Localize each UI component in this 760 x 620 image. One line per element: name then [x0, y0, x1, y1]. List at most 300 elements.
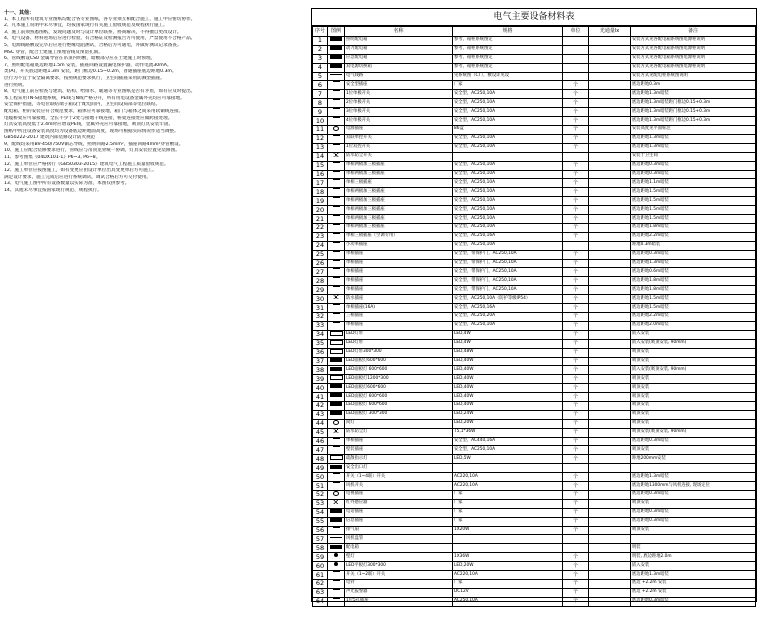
- table-row: [313, 419, 756, 428]
- row-name: 防水防尘灯: [345, 428, 453, 437]
- row-symbol: [328, 499, 345, 508]
- row-number: 22: [313, 223, 328, 232]
- row-unit: 个: [563, 419, 589, 428]
- row-spec: 安全型，AC250,10A: [453, 206, 563, 215]
- row-note: 吸顶安装: [631, 348, 756, 357]
- row-symbol: [328, 517, 345, 526]
- row-lux: [589, 277, 631, 286]
- row-name: 单相两极加三极插座: [345, 161, 453, 170]
- row-unit: 个: [563, 508, 589, 517]
- row-unit: 个: [563, 526, 589, 535]
- legend-symbol-icon: [333, 438, 340, 443]
- row-unit: [563, 37, 589, 46]
- row-symbol: [328, 286, 345, 295]
- notes-title: 十一、其他：: [4, 10, 35, 16]
- row-spec: 安全型，AC250,10A: [453, 197, 563, 206]
- table-row: [313, 312, 756, 321]
- row-name: 1位5孔插座: [345, 597, 453, 606]
- row-spec: 安全型，AC250,10A: [453, 215, 563, 224]
- row-note: 安装方式见各配电箱系统图电源柜说明: [631, 63, 756, 72]
- row-number: 5: [313, 72, 328, 81]
- row-lux: [589, 455, 631, 464]
- row-unit: 个: [563, 117, 589, 126]
- row-note: 底边距地0.3m暗装: [631, 517, 756, 526]
- row-number: 26: [313, 259, 328, 268]
- row-unit: 个: [563, 446, 589, 455]
- row-note: 嵌入安装(吸顶安装, 90mm): [631, 366, 756, 375]
- table-row: [313, 170, 756, 179]
- row-symbol: [328, 446, 345, 455]
- legend-symbol-icon: [333, 215, 340, 220]
- row-note: 底边距地1300mm与风机连接, 现场定位: [631, 482, 756, 491]
- table-row: [313, 259, 756, 268]
- row-spec: LED,40W: [453, 366, 563, 375]
- row-name: 开关（1~2联）开关: [345, 571, 453, 580]
- row-note: 底边距地1.3m暗装: [631, 259, 756, 268]
- table-row: [313, 99, 756, 108]
- row-spec: LED,20W: [453, 562, 563, 571]
- legend-symbol-icon: [330, 393, 342, 397]
- row-number: 15: [313, 161, 328, 170]
- row-number: 30: [313, 295, 328, 304]
- row-symbol: [328, 108, 345, 117]
- row-spec: 安全型，AC250,10A: [453, 179, 563, 188]
- row-lux: [589, 384, 631, 393]
- row-spec: AC220,10A: [453, 482, 563, 491]
- note-line: 1、本工程所有建筑专业图纸均配合各专业图纸，各专业须互相配合施工，施工中应密切协作。: [4, 16, 196, 22]
- table-row: [313, 179, 756, 188]
- row-spec: 安全型，带保护门，AC250,10A: [453, 250, 563, 259]
- row-lux: [589, 179, 631, 188]
- row-lux: [589, 206, 631, 215]
- row-note: 底边距地1.5m暗装: [631, 197, 756, 206]
- legend-symbol-icon: [333, 242, 340, 247]
- table-row: [313, 37, 756, 46]
- table-row: [313, 215, 756, 224]
- row-spec: LED,40W: [453, 357, 563, 366]
- row-symbol: [328, 544, 345, 553]
- row-symbol: [328, 117, 345, 126]
- row-note: 吸顶安装: [631, 526, 756, 535]
- row-name: 声光报警器: [345, 588, 453, 597]
- row-unit: 个: [563, 250, 589, 259]
- row-unit: 个: [563, 134, 589, 143]
- row-unit: 个: [563, 206, 589, 215]
- table-row: [313, 81, 756, 90]
- row-spec: 安全型，AC250,10A: [453, 108, 563, 117]
- note-line: 14、其他未尽事宜按国家现行规范、规程执行。: [4, 188, 102, 194]
- row-symbol: [328, 339, 345, 348]
- row-symbol: [328, 321, 345, 330]
- note-line: 进行照明。: [4, 82, 27, 88]
- materials-table-sheet: [311, 8, 757, 606]
- legend-symbol-icon: [333, 473, 340, 478]
- legend-symbol-icon: [333, 179, 340, 184]
- row-spec: 厂家: [453, 499, 563, 508]
- table-row: [313, 437, 756, 446]
- table-row: [313, 597, 756, 606]
- row-symbol: [328, 277, 345, 286]
- row-spec: 安全型，AC250,10A: [453, 143, 563, 152]
- row-symbol: [328, 473, 345, 482]
- row-unit: 个: [563, 232, 589, 241]
- row-unit: 个: [563, 321, 589, 330]
- row-name: 双联单控开关: [345, 134, 453, 143]
- row-note: 安装方式见配电柜系统图说明: [631, 72, 756, 81]
- row-symbol: [328, 63, 345, 72]
- row-note: 吸顶安装: [631, 393, 756, 402]
- legend-symbol-icon: [330, 331, 343, 336]
- table-row: [313, 321, 756, 330]
- row-symbol: [328, 143, 345, 152]
- row-number: 57: [313, 535, 328, 544]
- row-name: LED面板灯600*600: [345, 357, 453, 366]
- legend-symbol-icon: [333, 233, 340, 238]
- row-spec: LED,20W: [453, 419, 563, 428]
- row-name: 单相两极加三极插座: [345, 170, 453, 179]
- row-note: 底边距地0.3m暗装: [631, 597, 756, 606]
- row-symbol: [328, 125, 345, 134]
- note-line: 13、电气施工图中所有设备数量以实际为准，本图仅供参考。: [4, 181, 130, 187]
- row-symbol: [328, 597, 345, 606]
- row-lux: [589, 143, 631, 152]
- row-symbol: [328, 330, 345, 339]
- row-spec: 1X20W: [453, 526, 563, 535]
- row-symbol: [328, 81, 345, 90]
- row-name: 小功率插座: [345, 241, 453, 250]
- row-number: 12: [313, 134, 328, 143]
- row-number: 49: [313, 464, 328, 473]
- table-row: [313, 54, 756, 63]
- table-row: [313, 134, 756, 143]
- table-row: [313, 241, 756, 250]
- row-spec: 参考，箱柜系统图定: [453, 54, 563, 63]
- row-unit: [563, 54, 589, 63]
- row-number: 59: [313, 553, 328, 562]
- row-unit: 个: [563, 286, 589, 295]
- row-spec: AC220,10A: [453, 571, 563, 580]
- row-name: 风机盘管: [345, 535, 453, 544]
- table-row: [313, 499, 756, 508]
- row-spec: 厂家: [453, 81, 563, 90]
- row-number: 35: [313, 339, 328, 348]
- legend-symbol-icon: [333, 251, 340, 256]
- table-row: [313, 45, 756, 54]
- row-note: 底边距地1.3m暗装距门框边0.15+0.3m: [631, 99, 756, 108]
- row-name: LED面板灯 300*300: [345, 410, 453, 419]
- row-note: 距地0.3m暗装: [631, 241, 756, 250]
- row-spec: 安全型，带保护门，AC250,10A: [453, 259, 563, 268]
- row-name: 4位单极开关: [345, 117, 453, 126]
- legend-symbol-icon: [333, 260, 340, 265]
- row-unit: 个: [563, 304, 589, 313]
- row-unit: 个: [563, 330, 589, 339]
- row-unit: [563, 464, 589, 473]
- legend-symbol-icon: [330, 384, 342, 388]
- row-note: 明装: [631, 544, 756, 553]
- row-unit: 个: [563, 490, 589, 499]
- row-lux: [589, 579, 631, 588]
- row-name: 防水防尘开关: [345, 152, 453, 161]
- row-number: 29: [313, 286, 328, 295]
- note-line: 层行为不宜于安全隔离要求，按照规范要求执行，卫生间插座采用防溅型插座。: [4, 75, 165, 81]
- table-row: [313, 571, 756, 580]
- legend-symbol-icon: [333, 153, 339, 157]
- table-row: [313, 375, 756, 384]
- row-spec: T5,1*36W: [453, 428, 563, 437]
- row-unit: 个: [563, 312, 589, 321]
- row-name: 单相插座: [345, 268, 453, 277]
- row-name: LED面板灯 600*600: [345, 401, 453, 410]
- table-row: [313, 330, 756, 339]
- row-symbol: [328, 455, 345, 464]
- row-symbol: [328, 428, 345, 437]
- row-number: 37: [313, 357, 328, 366]
- legend-symbol-icon: [333, 580, 340, 585]
- legend-symbol-icon: [330, 411, 342, 415]
- table-row: [313, 223, 756, 232]
- row-number: 32: [313, 312, 328, 321]
- table-row: [313, 268, 756, 277]
- row-number: 61: [313, 571, 328, 580]
- row-symbol: [328, 188, 345, 197]
- row-lux: [589, 63, 631, 72]
- row-name: LED面板灯 600*600: [345, 393, 453, 402]
- row-unit: 个: [563, 339, 589, 348]
- row-unit: 个: [563, 259, 589, 268]
- row-symbol: [328, 490, 345, 499]
- legend-symbol-icon: [333, 90, 340, 95]
- row-number: 46: [313, 437, 328, 446]
- legend-symbol-icon: [333, 429, 339, 433]
- table-row: [313, 588, 756, 597]
- row-number: 44: [313, 419, 328, 428]
- row-unit: 个: [563, 223, 589, 232]
- row-lux: [589, 535, 631, 544]
- row-lux: [589, 117, 631, 126]
- row-name: 防水插座: [345, 295, 453, 304]
- row-unit: [563, 63, 589, 72]
- row-number: 2: [313, 45, 328, 54]
- row-name: 双电源切换箱: [345, 63, 453, 72]
- row-unit: 个: [563, 179, 589, 188]
- row-name: 2位单极开关: [345, 99, 453, 108]
- table-row: [313, 562, 756, 571]
- row-note: 吸顶安装: [631, 357, 756, 366]
- table-row: [313, 517, 756, 526]
- row-symbol: [328, 206, 345, 215]
- row-lux: [589, 215, 631, 224]
- row-symbol: [328, 304, 345, 313]
- row-symbol: [328, 482, 345, 491]
- row-number: 50: [313, 473, 328, 482]
- row-spec: 安全型，AC250,10A: [453, 321, 563, 330]
- row-note: 底边距地2.2m暗装: [631, 232, 756, 241]
- legend-symbol-icon: [330, 465, 342, 469]
- header-note: 备注: [631, 27, 756, 37]
- row-name: 电铃: [345, 579, 453, 588]
- row-note: 吸顶安装: [631, 384, 756, 393]
- row-lux: [589, 366, 631, 375]
- row-number: 39: [313, 375, 328, 384]
- row-number: 45: [313, 428, 328, 437]
- row-symbol: [328, 45, 345, 54]
- row-name: 单相两极加三极插座: [345, 215, 453, 224]
- legend-symbol-icon: [334, 562, 338, 566]
- row-unit: 个: [563, 366, 589, 375]
- row-name: 电话插座: [345, 508, 453, 517]
- row-spec: 安全型，AC250,10A: [453, 241, 563, 250]
- row-note: 底边距地1.5m暗装: [631, 295, 756, 304]
- row-symbol: [328, 37, 345, 46]
- row-number: 21: [313, 215, 328, 224]
- row-lux: [589, 286, 631, 295]
- row-symbol: [328, 464, 345, 473]
- table-row: [313, 490, 756, 499]
- note-line: 2、凡本施工说明中未尽事宜，均按国家现行有关施工验收规范及规程执行施工。: [4, 23, 168, 29]
- row-unit: 个: [563, 197, 589, 206]
- table-row: [313, 232, 756, 241]
- legend-symbol-icon: [333, 295, 339, 299]
- row-symbol: [328, 54, 345, 63]
- row-symbol: [328, 295, 345, 304]
- row-note: 明装, 底边距地2.0m: [631, 553, 756, 562]
- row-name: LED面板灯1200*300: [345, 375, 453, 384]
- table-row: [313, 63, 756, 72]
- row-number: 51: [313, 482, 328, 491]
- row-name: 信息插座: [345, 517, 453, 526]
- legend-symbol-icon: [333, 571, 340, 576]
- row-spec: 安全型，AC250,10A: [453, 161, 563, 170]
- legend-symbol-icon: [333, 277, 340, 282]
- row-lux: [589, 134, 631, 143]
- row-name: 单相插座: [345, 277, 453, 286]
- row-spec: LED,24W: [453, 410, 563, 419]
- row-spec: 厂家: [453, 490, 563, 499]
- row-note: 底边距地0.3m暗装: [631, 170, 756, 179]
- row-spec: 安全型，AC250,10A: [453, 446, 563, 455]
- row-unit: 个: [563, 579, 589, 588]
- note-line: GB50222-2017 建筑内部装修设计防火规范: [4, 135, 96, 141]
- legend-symbol-icon: [330, 37, 342, 41]
- row-symbol: [328, 170, 345, 179]
- row-note: 吸顶安装: [631, 419, 756, 428]
- row-name: 红外感应器: [345, 499, 453, 508]
- legend-symbol-icon: [330, 537, 342, 538]
- note-line: 灯具安装高度低于2.4m时应增设PE线，金属外壳应可靠接地，吸顶灯具安装牢固。: [4, 122, 174, 128]
- row-symbol: [328, 259, 345, 268]
- legend-symbol-icon: [330, 545, 342, 549]
- row-number: 42: [313, 401, 328, 410]
- row-number: 10: [313, 117, 328, 126]
- row-spec: 参考，箱柜系统图定: [453, 45, 563, 54]
- row-name: 筒灯: [345, 419, 453, 428]
- row-name: 电气线路: [345, 72, 453, 81]
- row-spec: 安全型，AC250,10A: [453, 188, 563, 197]
- legend-symbol-icon: [333, 482, 340, 487]
- note-line: 9、配线均采用BV-450/750V铜芯导线，照明回路2.5mm²，插座回路4mm²穿管敷设。: [4, 141, 184, 147]
- table-row: [313, 446, 756, 455]
- row-number: 63: [313, 588, 328, 597]
- row-number: 34: [313, 330, 328, 339]
- row-note: 底边 +2.2m 安装: [631, 579, 756, 588]
- row-name: 壁装插座: [345, 446, 453, 455]
- row-unit: 个: [563, 455, 589, 464]
- legend-symbol-icon: [330, 340, 343, 345]
- row-spec: [453, 535, 563, 544]
- note-line: 11、参考图集《04DX101-1》P6~3, P6~8。: [4, 155, 101, 161]
- row-name: 疏散指示灯: [345, 455, 453, 464]
- legend-symbol-icon: [333, 268, 340, 273]
- row-note: 嵌入安装: [631, 562, 756, 571]
- row-spec: 厂家: [453, 508, 563, 517]
- row-symbol: [328, 579, 345, 588]
- row-lux: [589, 446, 631, 455]
- row-unit: [563, 241, 589, 250]
- row-symbol: [328, 535, 345, 544]
- table-row: [313, 348, 756, 357]
- row-symbol: [328, 571, 345, 580]
- legend-symbol-icon: [330, 349, 343, 354]
- legend-symbol-icon: [333, 171, 340, 176]
- row-lux: [589, 553, 631, 562]
- row-unit: 个: [563, 562, 589, 571]
- row-symbol: [328, 179, 345, 188]
- header-symbol: 图例: [328, 27, 345, 37]
- note-line: 6、管线敷设CS0 金属导管在吊顶内明敷，暗敷部分应在土建施工时预埋。: [4, 56, 156, 62]
- row-unit: 个: [563, 268, 589, 277]
- row-number: 53: [313, 499, 328, 508]
- row-name: LED灯带: [345, 339, 453, 348]
- row-unit: 个: [563, 410, 589, 419]
- row-lux: [589, 357, 631, 366]
- row-unit: 个: [563, 393, 589, 402]
- row-spec: LED,5W: [453, 455, 563, 464]
- row-lux: [589, 90, 631, 99]
- row-symbol: [328, 72, 345, 81]
- row-name: 安全型插座: [345, 81, 453, 90]
- table-row: [313, 384, 756, 393]
- header-no: 序号: [313, 27, 328, 37]
- table-row: [313, 455, 756, 464]
- row-lux: [589, 304, 631, 313]
- row-number: 27: [313, 268, 328, 277]
- row-number: 36: [313, 348, 328, 357]
- row-lux: [589, 108, 631, 117]
- table-row: [313, 188, 756, 197]
- legend-symbol-icon: [333, 313, 340, 318]
- row-number: 19: [313, 197, 328, 206]
- row-unit: 个: [563, 553, 589, 562]
- row-lux: [589, 544, 631, 553]
- row-number: 25: [313, 250, 328, 259]
- table-body: [313, 37, 756, 607]
- row-spec: 安全型，AC250,16A: [453, 232, 563, 241]
- row-unit: 个: [563, 357, 589, 366]
- table-row: [313, 339, 756, 348]
- row-lux: [589, 517, 631, 526]
- row-lux: [589, 259, 631, 268]
- table-row: [313, 357, 756, 366]
- table-row: [313, 473, 756, 482]
- row-lux: [589, 241, 631, 250]
- row-number: 55: [313, 517, 328, 526]
- row-name: 单相两极加三极插座: [345, 223, 453, 232]
- row-lux: [589, 161, 631, 170]
- row-spec: AC220,10A: [453, 473, 563, 482]
- row-number: 58: [313, 544, 328, 553]
- header-spec: 规格: [453, 27, 563, 37]
